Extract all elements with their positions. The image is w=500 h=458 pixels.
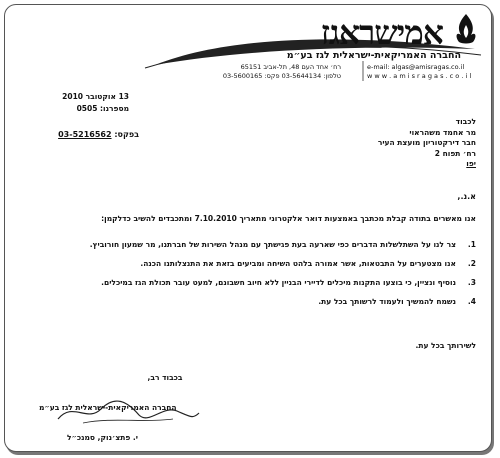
item-number: 2. [467, 259, 476, 268]
letter-sheet [4, 4, 492, 452]
item-text: נשמח להמשיך ולעמוד לרשותך בכל עת. [318, 297, 456, 306]
reference-number: מספרנו: 0505 [76, 104, 129, 113]
addressee-street: רח׳ תפוח 2 [434, 148, 476, 158]
item-number: 4. [467, 297, 476, 306]
website-line[interactable]: w w w . a m i s r a g a s . c o . i l [367, 72, 472, 80]
fax-number: 03-5216562 [58, 130, 112, 139]
item-text: אנו מצטערים על התבטאות, אשר אמורה בלהט השיחה ומביעים בזאת את התנצלותנו הכנה. [140, 259, 456, 268]
company-logo-name: אמישראגז [320, 13, 443, 52]
company-contact [367, 63, 471, 81]
handwritten-signature [53, 393, 203, 433]
addressee-salutation: לכבוד [455, 117, 476, 126]
company-tagline: החברה האמריקאית-ישראלית לגז בע״מ [286, 50, 461, 61]
item-text: נוסיף ונציין, כי בוצעו התקנות מיכלים לדיירי הבניין ללא חיוב חשבונם, למעט עובר תכולת הגז במיכלים. [101, 278, 456, 287]
numbered-list [6, 240, 476, 316]
flame-logo-icon [453, 13, 479, 45]
item-number: 1. [467, 240, 476, 249]
address-line: רח׳ אחד העם 48, תל-אביב 65151 [240, 63, 341, 71]
signatory-company: החברה האמריקאית-ישראלית לגז בע״מ [39, 403, 177, 412]
list-item [6, 297, 476, 316]
email-line[interactable]: e-mail: algas@amisragas.co.il [367, 63, 465, 71]
signatory-name: י. פתצ׳נוק, סמנכ״ל [67, 433, 138, 442]
company-address [222, 63, 341, 81]
letter-date: 13 אוקטובר 2010 [62, 92, 129, 101]
phone-line: טלפון: 03-5644134 פקס: 03-5600165 [222, 72, 341, 80]
regards: בכבוד רב, [147, 373, 183, 382]
list-item [6, 240, 476, 259]
addressee-block [378, 117, 476, 170]
item-text: צר לנו על השתלשלות הדברים כפי שארעה בעת פגישתך עם מנהל השירות של חברתנו, מר שמעון חורוביץ. [89, 240, 456, 249]
list-item [6, 278, 476, 297]
greeting: א.נ., [457, 192, 476, 201]
addressee-city: יפו [466, 159, 476, 168]
closing-line: לשירותך בכל עת. [415, 341, 476, 350]
addressee-name: מר אחמד משהראוי [409, 127, 476, 137]
addressee-role: חבר דירקטוריון מועצת העיר [377, 138, 476, 147]
date-block [19, 91, 129, 115]
fax-line [19, 130, 139, 139]
intro-paragraph: אנו מאשרים בתודה קבלת מכתבך באמצעות דואר אלקטרוני מתאריך 7.10.2010 ומתכבדים להשיב כדלקמן: [101, 214, 476, 223]
fax-label: בפקס: [114, 130, 139, 139]
list-item [6, 259, 476, 278]
item-number: 3. [467, 278, 476, 287]
